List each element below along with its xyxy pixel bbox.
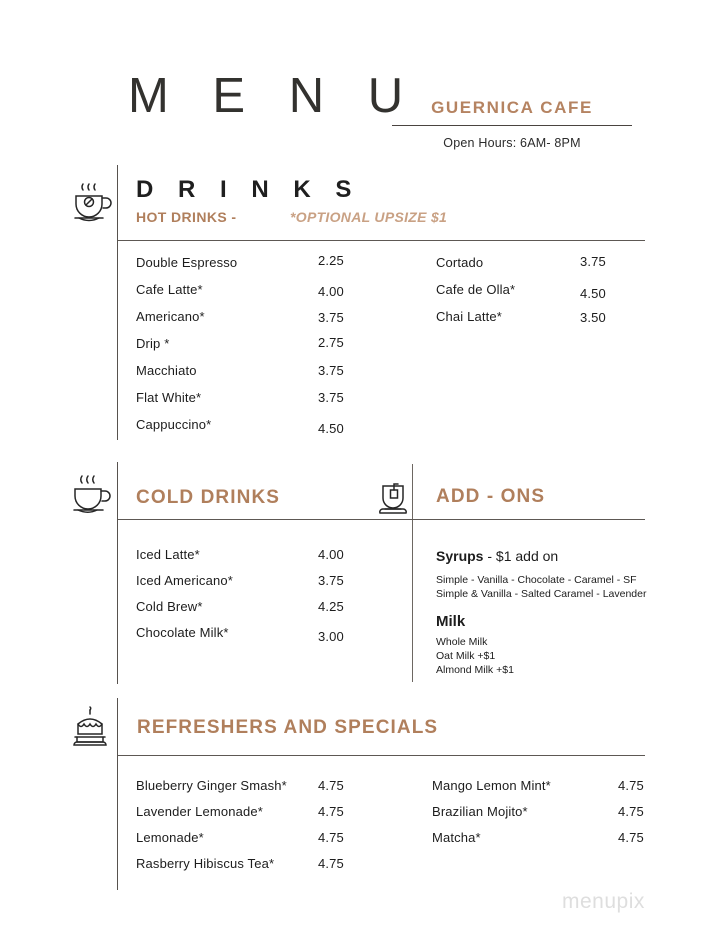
item-name: Flat White* bbox=[136, 390, 202, 405]
menu-item bbox=[136, 547, 366, 573]
menu-item bbox=[436, 282, 646, 309]
item-name: Matcha* bbox=[432, 830, 481, 845]
item-price: 4.75 bbox=[318, 856, 344, 871]
section-title-cold-drinks: COLD DRINKS bbox=[136, 487, 281, 508]
menu-item bbox=[136, 336, 366, 363]
item-name: Cold Brew* bbox=[136, 599, 203, 614]
menu-item bbox=[136, 830, 366, 856]
syrups-line: Simple - Vanilla - Chocolate - Caramel - SF bbox=[436, 574, 637, 586]
item-price: 4.50 bbox=[318, 421, 344, 436]
item-name: Iced Latte* bbox=[136, 547, 200, 562]
cold-drinks-vertical-divider bbox=[117, 462, 118, 684]
item-name: Brazilian Mojito* bbox=[432, 804, 528, 819]
menupix-watermark: menupix bbox=[562, 890, 645, 913]
item-price: 3.75 bbox=[318, 310, 344, 325]
item-price: 3.50 bbox=[580, 310, 606, 325]
milk-heading: Milk bbox=[436, 613, 466, 630]
item-price: 4.75 bbox=[318, 830, 344, 845]
item-name: Chocolate Milk* bbox=[136, 625, 229, 640]
milk-line: Whole Milk bbox=[436, 636, 488, 648]
iced-cup-icon bbox=[68, 470, 114, 518]
item-name: Drip * bbox=[136, 336, 170, 351]
item-price: 4.75 bbox=[318, 778, 344, 793]
item-price: 2.75 bbox=[318, 335, 344, 350]
menu-item bbox=[136, 255, 366, 282]
item-price: 4.50 bbox=[580, 286, 606, 301]
section-title-drinks: D R I N K S bbox=[136, 176, 361, 203]
menu-item bbox=[136, 599, 366, 625]
page-title: M E N U bbox=[128, 69, 419, 123]
refreshers-right-column bbox=[432, 778, 652, 856]
drinks-horizontal-rule bbox=[118, 240, 645, 241]
menu-item bbox=[136, 625, 366, 651]
drinks-vertical-divider bbox=[117, 165, 118, 440]
menu-item bbox=[136, 282, 366, 309]
item-price: 4.75 bbox=[618, 830, 644, 845]
teacup-teabag-icon bbox=[372, 474, 418, 522]
item-price: 4.75 bbox=[618, 778, 644, 793]
refreshers-horizontal-rule bbox=[118, 755, 645, 756]
item-price: 4.00 bbox=[318, 284, 344, 299]
menu-item bbox=[432, 830, 652, 856]
item-price: 4.00 bbox=[318, 547, 344, 562]
menu-item bbox=[136, 573, 366, 599]
menu-item bbox=[136, 309, 366, 336]
item-name: Cafe de Olla* bbox=[436, 282, 516, 297]
cold-drinks-horizontal-rule bbox=[118, 519, 645, 520]
menu-item bbox=[136, 856, 366, 882]
milk-line: Oat Milk +$1 bbox=[436, 650, 496, 662]
menu-item bbox=[432, 778, 652, 804]
item-name: Lemonade* bbox=[136, 830, 204, 845]
menu-item bbox=[136, 363, 366, 390]
milk-line: Almond Milk +$1 bbox=[436, 664, 514, 676]
addons-detail-block bbox=[436, 548, 686, 677]
item-name: Cafe Latte* bbox=[136, 282, 203, 297]
section-subtitle-hot-drinks: HOT DRINKS - bbox=[136, 209, 237, 225]
item-name: Lavender Lemonade* bbox=[136, 804, 264, 819]
syrups-heading-bold: Syrups bbox=[436, 548, 484, 564]
menu-item bbox=[436, 309, 646, 336]
menu-header bbox=[0, 0, 720, 165]
cafe-name: GUERNICA CAFE bbox=[431, 98, 593, 117]
open-hours: Open Hours: 6AM- 8PM bbox=[443, 136, 581, 150]
item-price: 3.00 bbox=[318, 629, 344, 644]
item-price: 4.75 bbox=[318, 804, 344, 819]
section-title-refreshers: REFRESHERS AND SPECIALS bbox=[137, 717, 439, 738]
item-name: Double Espresso bbox=[136, 255, 238, 270]
cold-drinks-column bbox=[136, 547, 366, 651]
menu-item bbox=[136, 778, 366, 804]
item-price: 4.25 bbox=[318, 599, 344, 614]
syrups-heading-rest: - $1 add on bbox=[483, 548, 559, 564]
cake-candle-icon bbox=[68, 706, 114, 754]
item-price: 3.75 bbox=[318, 573, 344, 588]
item-price: 3.75 bbox=[318, 390, 344, 405]
item-name: Chai Latte* bbox=[436, 309, 502, 324]
item-name: Rasberry Hibiscus Tea* bbox=[136, 856, 275, 871]
item-price: 2.25 bbox=[318, 253, 344, 268]
item-price: 3.75 bbox=[318, 363, 344, 378]
syrups-heading bbox=[436, 548, 686, 564]
menu-item bbox=[432, 804, 652, 830]
hot-drinks-right-column bbox=[436, 255, 646, 336]
menu-item bbox=[136, 417, 366, 444]
menu-item bbox=[136, 804, 366, 830]
section-note-upsize: *OPTIONAL UPSIZE $1 bbox=[290, 209, 448, 225]
item-name: Americano* bbox=[136, 309, 205, 324]
refreshers-left-column bbox=[136, 778, 366, 882]
item-name: Iced Americano* bbox=[136, 573, 233, 588]
menu-item bbox=[136, 390, 366, 417]
item-name: Blueberry Ginger Smash* bbox=[136, 778, 287, 793]
cafe-name-divider bbox=[392, 125, 632, 126]
item-price: 4.75 bbox=[618, 804, 644, 819]
coffee-cup-steam-icon bbox=[68, 179, 114, 227]
item-name: Macchiato bbox=[136, 363, 197, 378]
cafe-identity-block bbox=[392, 98, 632, 150]
item-name: Cortado bbox=[436, 255, 484, 270]
refreshers-vertical-divider bbox=[117, 698, 118, 890]
hot-drinks-left-column bbox=[136, 255, 366, 444]
item-name: Mango Lemon Mint* bbox=[432, 778, 551, 793]
section-title-addons: ADD - ONS bbox=[436, 486, 546, 507]
item-price: 3.75 bbox=[580, 254, 606, 269]
syrups-line: Simple & Vanilla - Salted Caramel - Lavender bbox=[436, 588, 647, 600]
item-name: Cappuccino* bbox=[136, 417, 212, 432]
menu-item bbox=[436, 255, 646, 282]
